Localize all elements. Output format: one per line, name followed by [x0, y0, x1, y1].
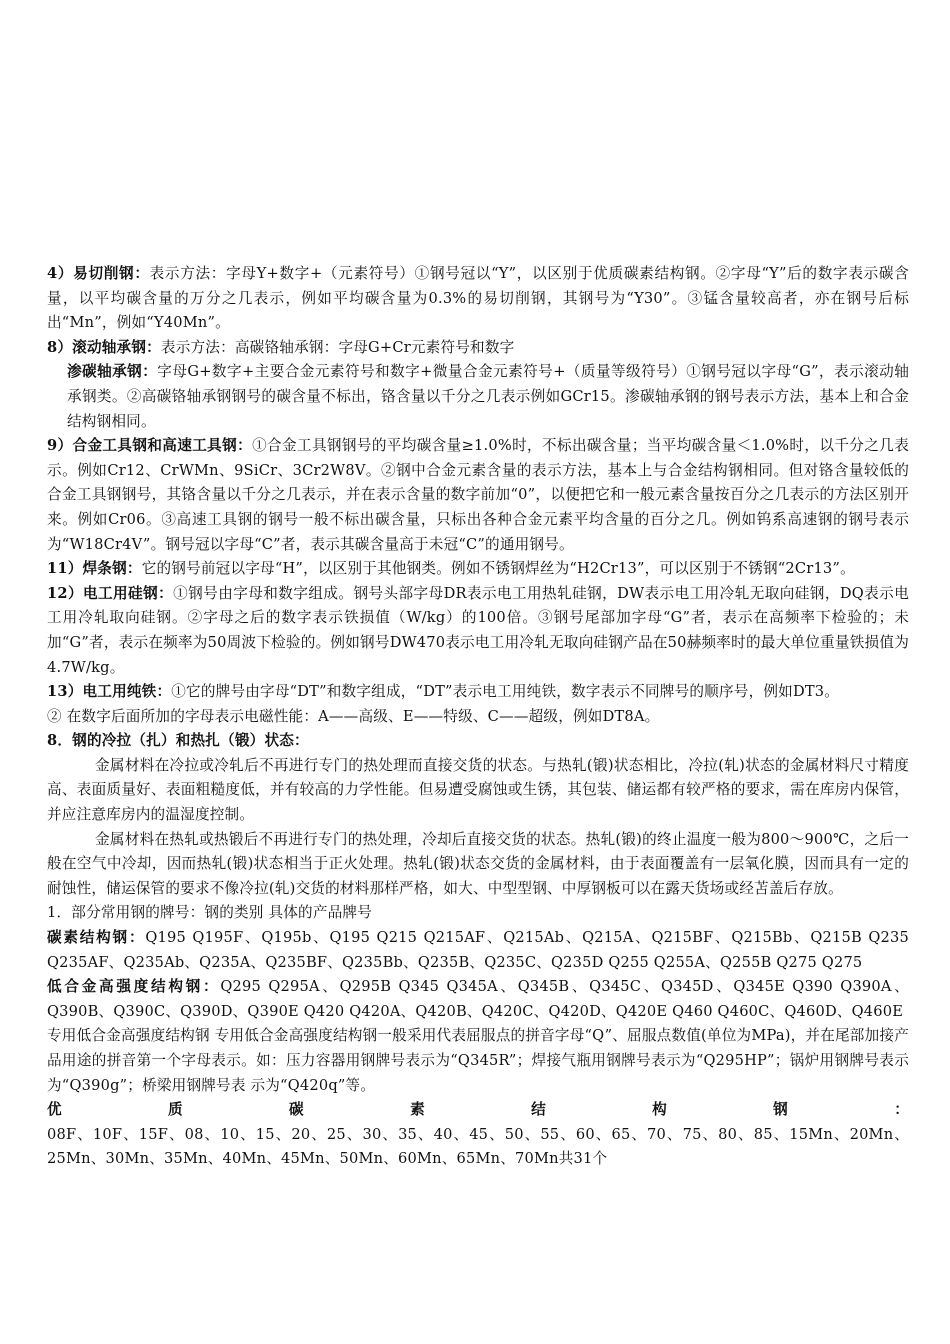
grades-quality-carbon-list: 08F、10F、15F、08、10、15、20、25、30、35、40、45、50、55、60、65、70、75、80、85、15Mn、20Mn、25Mn、30Mn、35Mn、40Mn、45Mn、50Mn、60Mn、65Mn、70Mn共31个 — [47, 1125, 909, 1168]
section-pure-iron-note: ② 在数字后面所加的字母表示电磁性能：A——高级、E——特级、C——超级，例如DT8A。 — [47, 707, 660, 725]
document-body — [47, 262, 909, 1172]
section-text: ①合金工具钢钢号的平均碳含量≥1.0%时，不标出碳含量；当平均碳含量＜1.0%时，以千分之几表示。例如Cr12、CrWMn、9SiCr、3Cr2W8V。②钢中合金元素含量的表示方法，基本上与合金结构钢相同。但对铬含量较低的合金工具钢钢号，其铬含量以千分之几表示，并在表示含量的数字前加“0”，以便把它和一般元素含量按百分之几表示的方法区别开来。例如Cr06。③高速工具钢的钢号一般不标出碳含量，只标出各种合金元素平均含量的百分之几。例如钨系高速钢的钢号表示为“W18Cr4V”。钢号冠以字母“C”者，表示其碳含量高于未冠“C”的通用钢号。 — [47, 437, 909, 553]
grades-text: Q195 Q195F、Q195b、Q195 Q215 Q215AF、Q215Ab、Q215A、Q215BF、Q215Bb、Q215B Q235 Q235AF、Q235Ab、Q235A、Q235BF、Q235Bb、Q235B、Q235C、Q235D Q255 Q255A、Q255B Q275 Q275 — [47, 929, 909, 971]
section-heading: 4）易切削钢： — [47, 265, 150, 282]
section-text: 字母G+数字+主要合金元素符号和数字+微量合金元素符号+（质量等级符号）①钢号冠以字母“G”，表示滚动轴承钢类。②高碳铬轴承钢钢号的碳含量不标出，铬含量以千分之几表示例如GCr15。渗碳轴承钢的钢号表示方法，基本上和合金结构钢相同。 — [67, 363, 910, 430]
section-carburized-bearing-steel — [47, 360, 909, 434]
section-pure-iron — [47, 680, 909, 705]
grades-intro: 1．部分常用钢的牌号：钢的类别 具体的产品牌号 — [47, 904, 372, 922]
grades-low-alloy — [47, 975, 909, 1024]
section-heading: 9）合金工具钢和高速工具钢： — [47, 437, 253, 455]
grades-quality-carbon-heading: 优质碳素结构钢： — [47, 1101, 909, 1119]
section-heading: 11）焊条钢： — [47, 560, 142, 578]
section-welding-steel — [47, 557, 909, 582]
section-tool-steel — [47, 434, 909, 557]
section-text: 它的钢号前冠以字母“H”，以区别于其他钢类。例如不锈钢焊丝为“H2Cr13”，可以区别于不锈钢“2Cr13”。 — [141, 560, 855, 578]
grades-carbon-structural — [47, 926, 909, 975]
section-heading: 12）电工用硅钢： — [47, 584, 174, 602]
section-text: 表示方法：字母Y+数字+（元素符号）①钢号冠以“Y”，以区别于优质碳素结构钢。②字母“Y”后的数字表示碳含量，以平均碳含量的万分之几表示，例如平均碳含量为0.3%的易切削钢，其钢号为“Y30”。③锰含量较高者，亦在钢号后标出“Mn”，例如“Y40Mn”。 — [47, 265, 909, 332]
section-text: 表示方法：高碳铬轴承钢：字母G+Cr元素符号和数字 — [160, 338, 515, 356]
section-text: ①钢号由字母和数字组成。钢号头部字母DR表示电工用热轧硅钢，DW表示电工用冷轧无取向硅钢，DQ表示电工用冷轧取向硅钢。②字母之后的数字表示铁损值（W/kg）的100倍。③钢号尾部加字母“G”者，表示在高频率下检验的；未加“G”者，表示在频率为50周波下检验的。例如钢号DW470表示电工用冷轧无取向硅钢产品在50赫频率时的最大单位重量铁损值为4.7W/kg。 — [47, 584, 909, 676]
grades-special-low-alloy: 专用低合金高强度结构钢 专用低合金高强度结构钢一般采用代表屈服点的拼音字母“Q”、屈服点数值(单位为MPa)，并在尾部加接产品用途的拼音第一个字母表示。如：压力容器用钢牌号表示为“Q345R”；焊接气瓶用钢牌号表示为“Q295HP”；锅炉用钢牌号表示为“Q390g”；桥梁用钢牌号表 示为“Q420q”等。 — [47, 1027, 909, 1094]
section-silicon-steel — [47, 582, 909, 680]
section-heading: 13）电工用纯铁： — [47, 683, 172, 701]
section-free-cutting-steel — [47, 262, 909, 336]
paragraph-hot-rolled: 金属材料在热轧或热锻后不再进行专门的热处理，冷却后直接交货的状态。热轧(锻)的终止温度一般为800～900℃，之后一般在空气中冷却，因而热轧(锻)状态相当于正火处理。热轧(锻)状态交货的金属材料，由于表面覆盖有一层氧化膜，因而具有一定的耐蚀性，储运保管的要求不像冷拉(轧)交货的材料那样严格，如大、中型型钢、中厚钢板可以在露天货场或经苫盖后存放。 — [47, 830, 909, 897]
paragraph-cold-drawn: 金属材料在冷拉或冷轧后不再进行专门的热处理而直接交货的状态。与热轧(锻)状态相比，冷拉(轧)状态的金属材料尺寸精度高、表面质量好、表面粗糙度低，并有较高的力学性能。但易遭受腐蚀或生锈，其包装、储运都有较严格的要求，需在库房内保管，并应注意库房内的温湿度控制。 — [47, 756, 909, 824]
grades-heading: 低合金高强度结构钢： — [47, 978, 221, 996]
grades-heading: 碳素结构钢： — [47, 929, 146, 947]
section-bearing-steel — [47, 336, 909, 361]
section-text: ①它的牌号由字母“DT”和数字组成，“DT”表示电工用纯铁，数字表示不同牌号的顺序号，例如DT3。 — [171, 683, 840, 701]
grades-text: Q295 Q295A、Q295B Q345 Q345A、Q345B、Q345C、Q345D、Q345E Q390 Q390A、Q390B、Q390C、Q390D、Q390E Q420 Q420A、Q420B、Q420C、Q420D、Q420E Q460 Q460C、Q460D、Q460E — [47, 978, 909, 1020]
section-subheading: 渗碳轴承钢： — [67, 363, 158, 381]
section-heading: 8）滚动轴承钢： — [47, 338, 161, 356]
section-state-heading: 8．钢的冷拉（扎）和热扎（锻）状态： — [47, 732, 309, 750]
